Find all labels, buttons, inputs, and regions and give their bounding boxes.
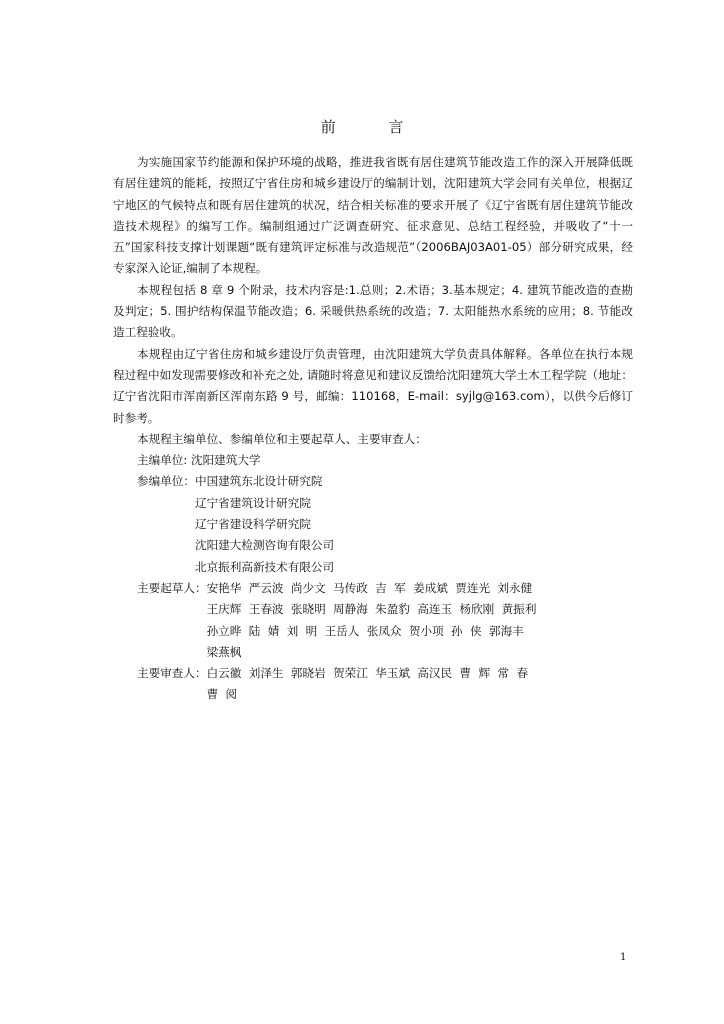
reviewers-line: 曹 阅 — [206, 687, 238, 702]
drafters — [113, 578, 633, 663]
document-body — [113, 152, 633, 706]
drafters-line: 安艳华 严云波 尚少文 马传政 吉 军 姜成斌 贾连光 刘永健 — [206, 580, 533, 595]
participating-unit: 北京振利高新技术有限公司 — [194, 559, 335, 574]
participating-units-label: 参编单位： — [137, 474, 195, 489]
drafters-label: 主要起草人： — [137, 580, 207, 595]
drafters-line: 王庆辉 王春波 张晓明 周静海 朱盈豹 高连玉 杨欣刚 黄振利 — [206, 602, 537, 617]
page-title: 前 言 — [320, 118, 428, 136]
chief-unit-value: 沈阳建筑大学 — [190, 453, 261, 468]
paragraph-contents: 本规程包括 8 章 9 个附录，技术内容是:1.总则；2.术语；3.基本规定；4. 建筑节能改造的查勘及判定；5. 围护结构保温节能改造；6. 采暖供热系统的改造；7. 太阳能热水系统的应用；8. 节能改造工程验收。 — [113, 282, 633, 340]
page-number: 1 — [620, 952, 627, 963]
reviewers — [113, 663, 633, 706]
drafters-line: 孙立晔 陆 婧 刘 明 王岳人 张凤众 贺小项 孙 侠 郭海丰 — [206, 623, 524, 638]
drafters-line: 梁燕枫 — [206, 644, 242, 659]
paragraph-intro: 为实施国家节约能源和保护环境的战略，推进我省既有居住建筑节能改造工作的深入开展降低既有居住建筑的能耗，按照辽宁省住房和城乡建设厅的编制计划，沈阳建筑大学会同有关单位，根据辽宁地区的气候特点和既有居住建筑的状况，结合相关标准的要求开展了《辽宁省既有居住建筑节能改造技术规程》的编写工作。编制组通过广泛调查研究、征求意见、总结工程经验，并吸收了“十一五”国家科技支撑计划课题“既有建筑评定标准与改造规范”（2006BAJ03A01-05）部分研究成果，经专家深入论证,编制了本规程。 — [113, 155, 633, 276]
chief-unit-label: 主编单位: — [137, 453, 191, 468]
paragraph-units-intro: 本规程主编单位、参编单位和主要起草人、主要审查人： — [137, 431, 427, 446]
reviewers-line: 白云徽 刘泽生 郭晓岩 贺荣江 华玉斌 高汉民 曹 辉 常 春 — [206, 666, 528, 681]
participating-unit: 辽宁省建筑设计研究院 — [194, 495, 311, 510]
participating-unit: 中国建筑东北设计研究院 — [194, 474, 323, 489]
chief-unit — [113, 450, 633, 471]
participating-unit: 辽宁省建设科学研究院 — [194, 517, 311, 532]
participating-units — [113, 471, 633, 577]
paragraph-management: 本规程由辽宁省住房和城乡建设厅负责管理，由沈阳建筑大学负责具体解释。各单位在执行本规程过程中如发现需要修改和补充之处, 请随时将意见和建议反馈给沈阳建筑大学土木工程学院（地址：辽宁省沈阳市浑南新区浑南东路 9 号，邮编：110168，E-mail：syjlg@163.com），以供今后修订时参考。 — [113, 346, 633, 425]
participating-unit: 沈阳建大检测咨询有限公司 — [194, 538, 335, 553]
reviewers-label: 主要审查人： — [137, 666, 207, 681]
